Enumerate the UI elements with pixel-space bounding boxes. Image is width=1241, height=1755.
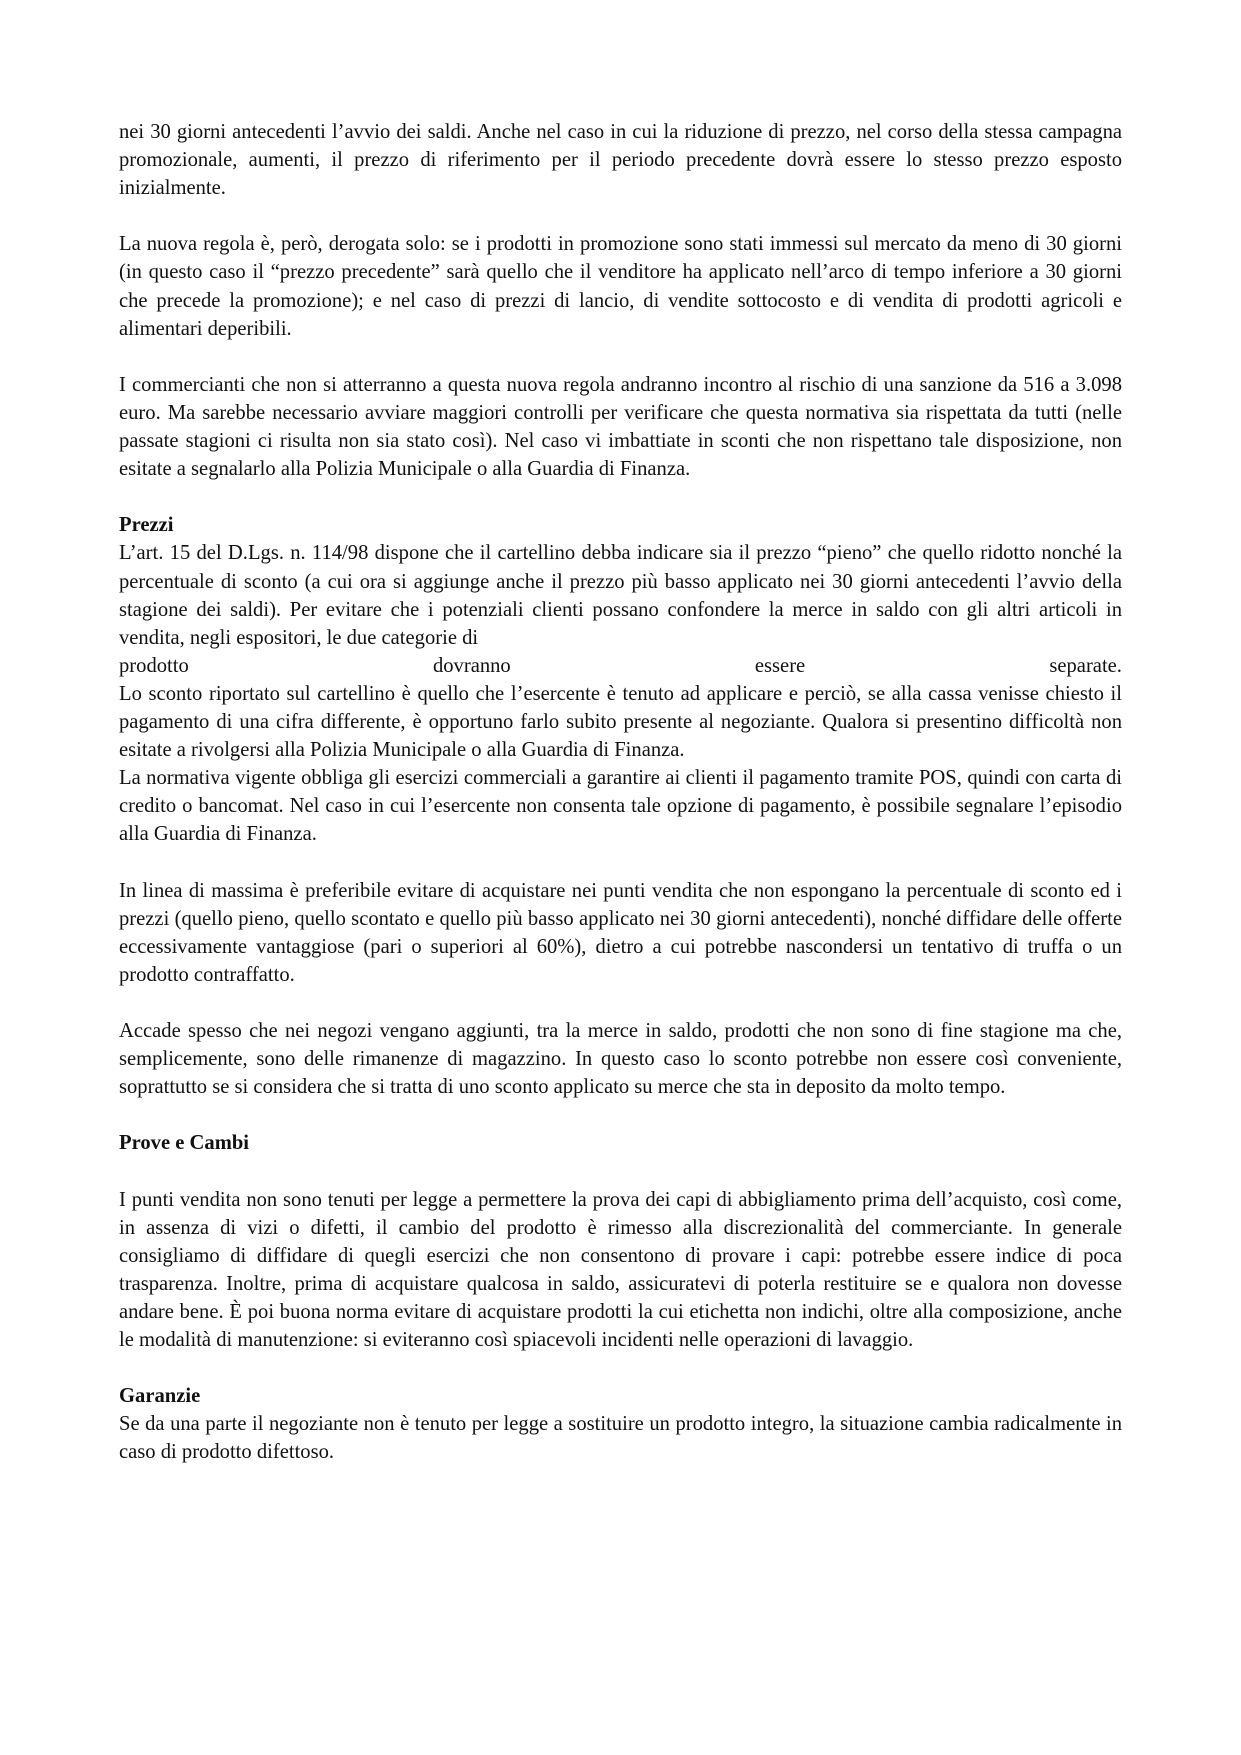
heading-garanzie: Garanzie <box>119 1385 201 1408</box>
paragraph-sconto-cartellino: Lo sconto riportato sul cartellino è quello che l’esercente è tenuto ad applicare e perciò, se alla cassa venisse chiesto il pagamento di una cifra differente, è opportuno farlo subito presente al negoziante. Qualora si presentino difficoltà non esitate a rivolgersi alla Polizia Municipale o alla Guardia di Finanza. <box>119 682 1122 762</box>
paragraph-sanzione: I commercianti che non si atterranno a questa nuova regola andranno incontro al rischio di una sanzione da 516 a 3.098 euro. Ma sarebbe necessario avviare maggiori controlli per verificare che questa normativa sia rispettata da tutti (nelle passate stagioni ci risulta non sia stato così). Nel caso vi imbattiate in sconti che non rispettano tale disposizione, non esitate a segnalarlo alla Polizia Municipale o alla Guardia di Finanza. <box>119 373 1122 481</box>
paragraph-rimanenze: Accade spesso che nei negozi vengano aggiunti, tra la merce in saldo, prodotti che non sono di fine stagione ma che, semplicemente, sono delle rimanenze di magazzino. In questo caso lo sconto potrebbe non essere così conveniente, soprattutto se si considera che si tratta di uno sconto applicato su merce che sta in deposito da molto tempo. <box>119 1020 1122 1099</box>
heading-prezzi: Prezzi <box>119 514 174 537</box>
paragraph-gap <box>119 343 1122 371</box>
paragraph-gap <box>119 848 1122 876</box>
word: prodotto <box>119 654 189 677</box>
paragraph-cartellino: L’art. 15 del D.Lgs. n. 114/98 dispone che il cartellino debba indicare sia il prezzo “pieno” che quello ridotto nonché la percentuale di sconto (a cui ora si aggiunge anche il prezzo più basso applicato nei 30 giorni antecedenti l’avvio della stagione dei saldi). Per evitare che i potenziali clienti possano confondere la merce in saldo con gli altri articoli in vendita, negli espositori, le due categorie di <box>119 542 1122 649</box>
heading-prove-e-cambi: Prove e Cambi <box>119 1132 250 1155</box>
paragraph-prove: I punti vendita non sono tenuti per legge a permettere la prova dei capi di abbigliamento prima dell’acquisto, così come, in assenza di vizi o difetti, il cambio del prodotto è rimesso alla discrezionalità del commerciante. In generale consigliamo di diffidare di quegli esercizi che non consentono di provare i capi: potrebbe essere indice di poca trasparenza. Inoltre, prima di acquistare qualcosa in saldo, assicuratevi di poterla restituire se e qualora non dovesse andare bene. È poi buona norma evitare di acquistare prodotti la cui etichetta non indichi, oltre alla composizione, anche le modalità di manutenzione: si eviteranno così spiacevoli incidenti nelle operazioni di lavaggio. <box>119 1188 1122 1352</box>
word: dovranno <box>432 654 511 677</box>
word: separate. <box>1049 654 1122 677</box>
paragraph-garanzie: Se da una parte il negoziante non è tenuto per legge a sostituire un prodotto integro, la situazione cambia radicalmente in caso di prodotto difettoso. <box>119 1413 1122 1464</box>
paragraph-pos: La normativa vigente obbliga gli esercizi commerciali a garantire ai clienti il pagamento tramite POS, quindi con carta di credito o bancomat. Nel caso in cui l’esercente non consenta tale opzione di pagamento, è possibile segnalare l’episodio alla Guardia di Finanza. <box>119 767 1122 846</box>
paragraph-evitare-acquisti: In linea di massima è preferibile evitare di acquistare nei punti vendita che non espongano la percentuale di sconto ed i prezzi (quello pieno, quello scontato e quello più basso applicato nei 30 giorni antecedenti), nonché diffidare delle offerte eccessivamente vantaggiose (pari o superiori al 60%), dietro a cui potrebbe nascondersi un tentativo di truffa o un prodotto contraffatto. <box>119 879 1122 986</box>
paragraph-gap <box>119 989 1122 1017</box>
paragraph-deroga: La nuova regola è, però, derogata solo: se i prodotti in promozione sono stati immessi sul mercato da meno di 30 giorni (in questo caso il “prezzo precedente” sarà quello che il venditore ha applicato nell’arco di tempo inferiore a 30 giorni che precede la promozione); e nel caso di prezzi di lancio, di vendite sottocosto e di vendita di prodotti agricoli e alimentari deperibili. <box>119 233 1122 340</box>
paragraph-gap <box>119 1354 1122 1382</box>
word: essere <box>754 654 806 677</box>
paragraph-gap <box>119 483 1122 511</box>
paragraph-gap <box>119 1101 1122 1129</box>
paragraph-gap <box>119 202 1122 230</box>
paragraph-gap <box>119 1157 1122 1185</box>
paragraph-saldi-riferimento: nei 30 giorni antecedenti l’avvio dei saldi. Anche nel caso in cui la riduzione di prezzo, nel corso della stessa campagna promozionale, aumenti, il prezzo di riferimento per il periodo precedente dovrà essere lo stesso prezzo esposto inizialmente. <box>119 121 1122 200</box>
justified-line-separate <box>119 652 1122 680</box>
document-page <box>119 118 1122 1467</box>
